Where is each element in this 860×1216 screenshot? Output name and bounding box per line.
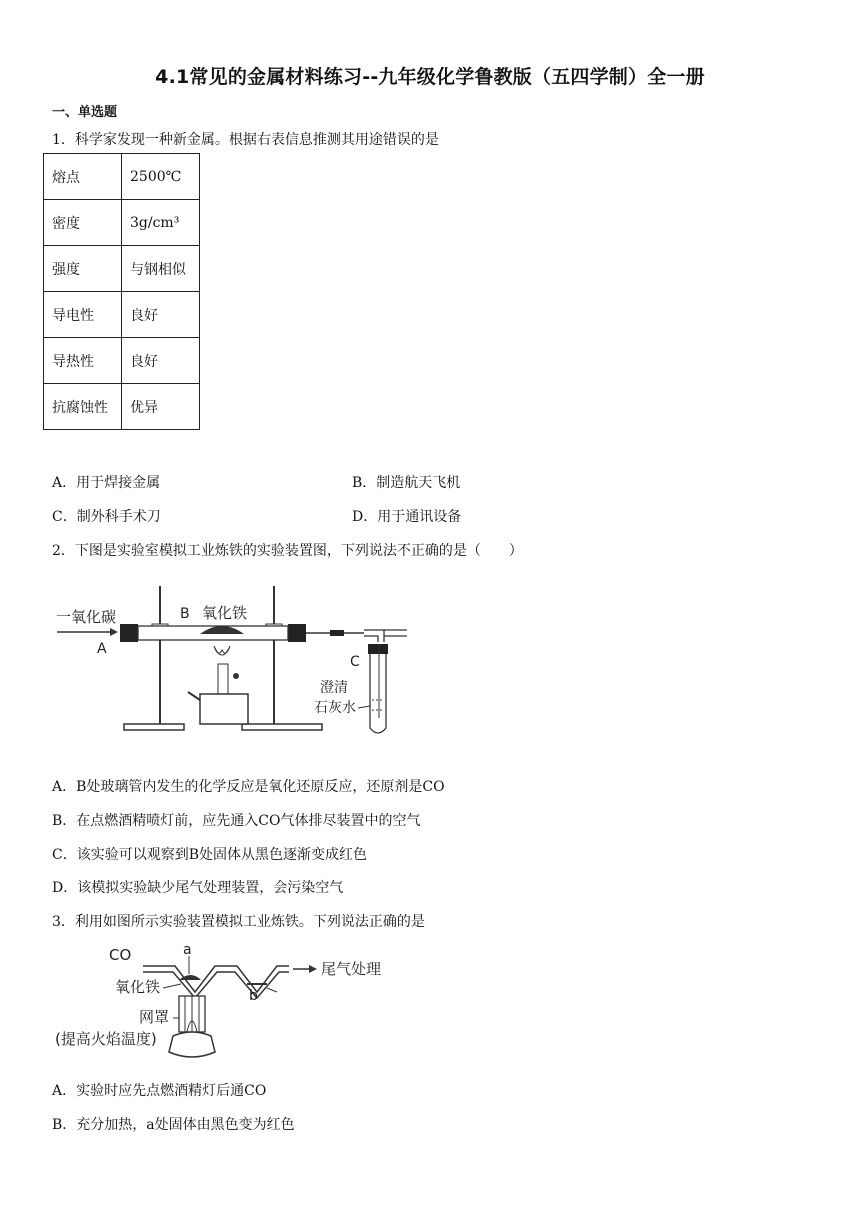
table-row (44, 200, 200, 246)
arrow-head-icon (309, 965, 317, 973)
table-key: 熔点 (44, 154, 122, 200)
burner-handle (188, 692, 200, 700)
q1-option-b[interactable]: B．制造航天飞机 (352, 475, 461, 491)
table-value: 3g/cm³ (122, 200, 200, 246)
label-b: b (249, 988, 258, 1004)
q1-option-c[interactable]: C．制外科手术刀 (52, 509, 161, 525)
table-row (44, 246, 200, 292)
burner-tube (218, 664, 228, 694)
q2-stem: 2．下图是实验室模拟工业炼铁的实验装置图，下列说法不正确的是（ ） (52, 543, 523, 559)
label-tail-gas: 尾气处理 (321, 960, 382, 978)
label-iron-oxide: 氧化铁 (202, 604, 248, 622)
q1-option-d[interactable]: D．用于通讯设备 (352, 509, 462, 525)
q2-option-b[interactable]: B．在点燃酒精喷灯前，应先通入CO气体排尽装置中的空气 (52, 813, 421, 829)
label-mesh: 网罩 (139, 1008, 170, 1026)
pointer-iron-oxide (163, 984, 181, 988)
stopper-left (120, 624, 138, 642)
table-value: 2500℃ (122, 154, 200, 200)
table-value: 良好 (122, 292, 200, 338)
q1-property-table (43, 153, 200, 430)
label-a: a (183, 942, 192, 958)
page-title: 4.1常见的金属材料练习--九年级化学鲁教版（五四学制）全一册 (155, 66, 705, 88)
alcohol-lamp-body (200, 694, 248, 724)
flame-icon (214, 646, 230, 655)
table-value: 良好 (122, 338, 200, 384)
table-key: 抗腐蚀性 (44, 384, 122, 430)
test-tube-c (370, 654, 386, 733)
table-row (44, 384, 200, 430)
pointer-line (358, 706, 370, 708)
arrow-head-icon (110, 628, 118, 636)
q2-option-c[interactable]: C．该实验可以观察到B处固体从黑色逐渐变成红色 (52, 847, 367, 863)
table-key: 强度 (44, 246, 122, 292)
burner-knob (233, 673, 239, 679)
pointer-b (267, 988, 277, 992)
q1-option-a[interactable]: A．用于焊接金属 (52, 475, 161, 491)
table-key: 导电性 (44, 292, 122, 338)
label-limewater-1: 澄清 (320, 680, 348, 696)
label-mesh-note: (提高火焰温度) (55, 1030, 157, 1048)
table-key: 密度 (44, 200, 122, 246)
stand-base-right (242, 724, 322, 730)
q3-apparatus-figure (55, 940, 385, 1065)
label-a: A (97, 641, 107, 657)
label-b: B (180, 606, 190, 622)
label-co: 一氧化碳 (56, 608, 117, 626)
q3-option-b[interactable]: B．充分加热，a处固体由黑色变为红色 (52, 1117, 295, 1133)
label-iron-oxide: 氧化铁 (115, 978, 161, 996)
test-tube-stopper (368, 644, 388, 654)
table-row (44, 154, 200, 200)
table-row (44, 292, 200, 338)
label-limewater-2: 石灰水 (314, 700, 356, 716)
alcohol-lamp (169, 1032, 215, 1057)
table-key: 导热性 (44, 338, 122, 384)
q2-option-d[interactable]: D．该模拟实验缺少尾气处理装置，会污染空气 (52, 880, 344, 896)
connector (330, 630, 344, 636)
q2-apparatus-figure (52, 578, 422, 743)
table-value: 优异 (122, 384, 200, 430)
section-heading: 一、单选题 (52, 105, 118, 120)
stopper-right (288, 624, 306, 642)
bent-tube (364, 630, 384, 642)
v-tube-inner (143, 972, 289, 998)
q3-option-a[interactable]: A．实验时应先点燃酒精灯后通CO (52, 1083, 267, 1099)
q3-stem: 3．利用如图所示实验装置模拟工业炼铁。下列说法正确的是 (52, 914, 425, 930)
q2-option-a[interactable]: A．B处玻璃管内发生的化学反应是氧化还原反应，还原剂是CO (52, 779, 445, 795)
stand-base-left (124, 724, 184, 730)
table-value: 与钢相似 (122, 246, 200, 292)
q1-stem: 1．科学家发现一种新金属。根据右表信息推测其用途错误的是 (52, 132, 439, 148)
label-c: C (350, 654, 360, 670)
label-co: CO (109, 946, 132, 964)
table-row (44, 338, 200, 384)
